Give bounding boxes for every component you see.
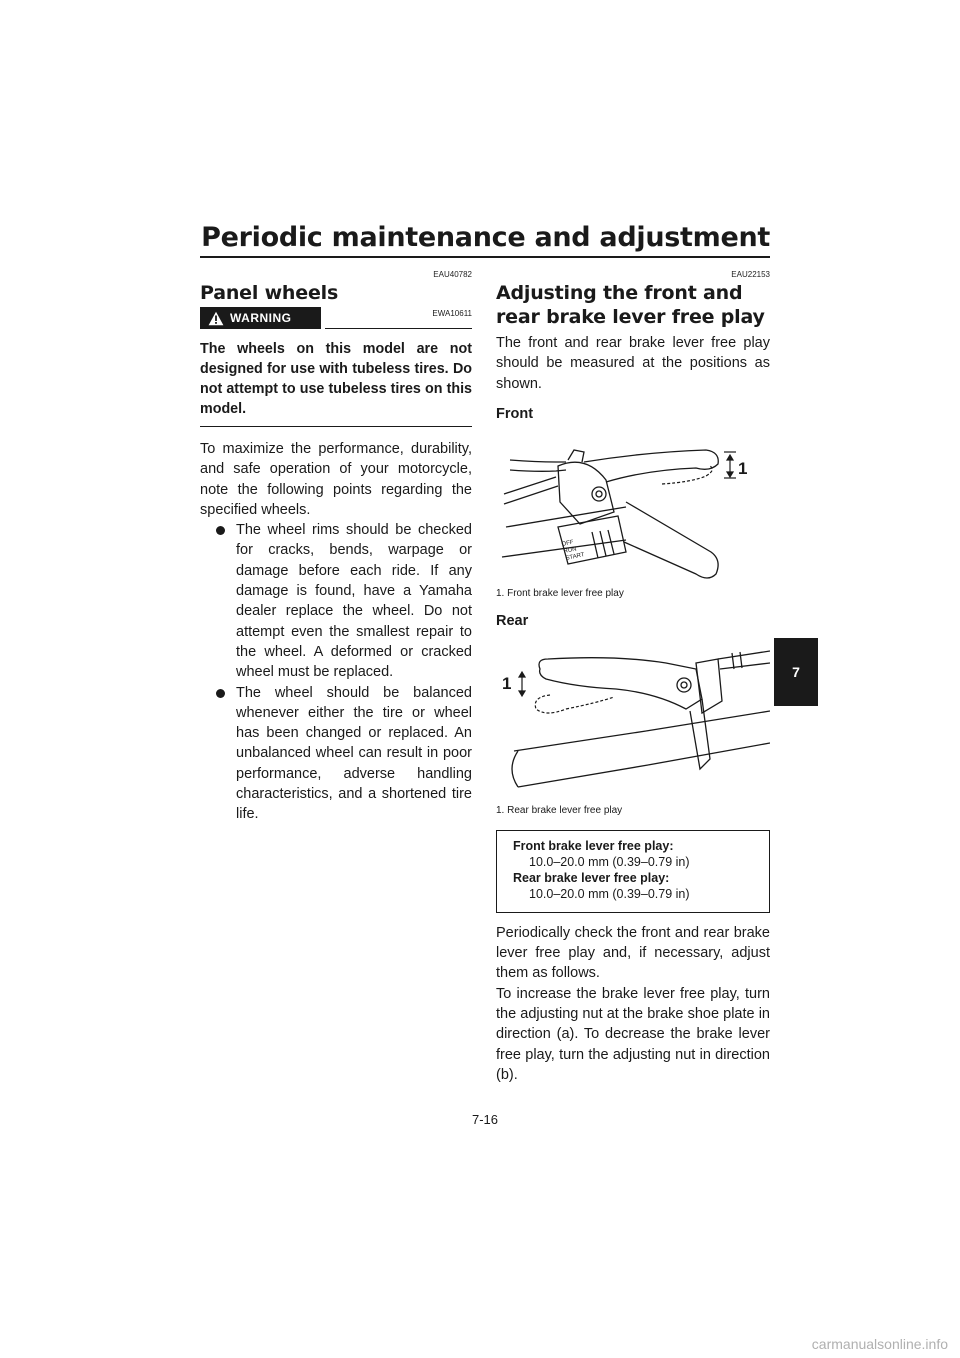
bullet-icon	[216, 526, 225, 535]
switch-label-start: START	[565, 552, 586, 562]
front-heading: Front	[496, 405, 534, 422]
switch-label-run: RUN	[563, 546, 578, 555]
warning-label: WARNING	[230, 311, 292, 325]
rear-brake-illustration	[496, 639, 770, 799]
rear-heading: Rear	[496, 612, 529, 629]
warning-icon	[208, 311, 224, 326]
intro-paragraph: To maximize the performance, durability, and safe operation of your motorcycle, note the following points regarding the specified wheels.	[200, 441, 472, 518]
bullet-text: The wheel rims should be checked for cracks, bends, warpage or damage before each ride. If any damage is found, have a Yamaha dealer replace the wheel. Do not attempt even the smallest repair to the wheel. A deformed or cracked wheel must be replaced.	[236, 522, 472, 681]
spec-rear-label: Rear brake lever free play:	[513, 870, 670, 885]
list-item	[214, 683, 472, 825]
front-caption: 1. Front brake lever free play	[496, 587, 624, 599]
header-rule	[200, 256, 770, 258]
section-code: EAU40782	[433, 270, 472, 279]
warning-bottom-rule	[200, 426, 472, 427]
section-code: EAU22153	[731, 270, 770, 279]
warning-text: The wheels on this model are not designed for use with tubeless tires. Do not attempt to use tubeless tires on this model.	[200, 341, 472, 417]
check-paragraph: Periodically check the front and rear brake lever free play and, if necessary, adjust them as follows.	[496, 924, 770, 982]
front-callout-1: 1	[738, 458, 748, 478]
warning-header	[200, 307, 472, 329]
section-title-brake-lever: Adjusting the front and rear brake lever free play	[496, 282, 765, 328]
spec-rear-value: 10.0–20.0 mm (0.39–0.79 in)	[529, 886, 690, 901]
spec-front-label: Front brake lever free play:	[513, 838, 674, 853]
bullet-text: The wheel should be balanced whenever either the tire or wheel has been changed or replaced. An unbalanced wheel can result in poor performance, adverse handling characteristics, and a shortened tire life.	[236, 684, 472, 823]
spec-front-value: 10.0–20.0 mm (0.39–0.79 in)	[529, 854, 690, 869]
adjust-paragraph: To increase the brake lever free play, turn the adjusting nut at the brake shoe plate in direction (a). To decrease the brake lever free play, turn the adjusting nut in direction (b).	[496, 985, 770, 1083]
warning-rule	[325, 328, 472, 329]
switch-label-off: OFF	[561, 539, 575, 548]
watermark: carmanualsonline.info	[811, 1336, 948, 1352]
page-number: 7-16	[471, 1112, 499, 1127]
chapter-tab: 7	[774, 638, 818, 706]
list-item	[214, 520, 472, 682]
wheel-bullets	[214, 520, 472, 824]
left-column	[200, 270, 472, 825]
warning-badge	[200, 307, 321, 329]
front-brake-illustration	[496, 432, 770, 582]
warning-code: EWA10611	[432, 309, 472, 318]
page-title: Periodic maintenance and adjustment	[201, 222, 770, 253]
spec-box	[496, 830, 770, 913]
brake-intro: The front and rear brake lever free play should be measured at the positions as shown.	[496, 335, 770, 392]
right-column	[496, 270, 770, 1085]
rear-callout-1: 1	[502, 673, 512, 693]
bullet-icon	[216, 689, 225, 698]
section-title-panel-wheels: Panel wheels	[200, 282, 339, 304]
rear-caption: 1. Rear brake lever free play	[496, 804, 623, 816]
